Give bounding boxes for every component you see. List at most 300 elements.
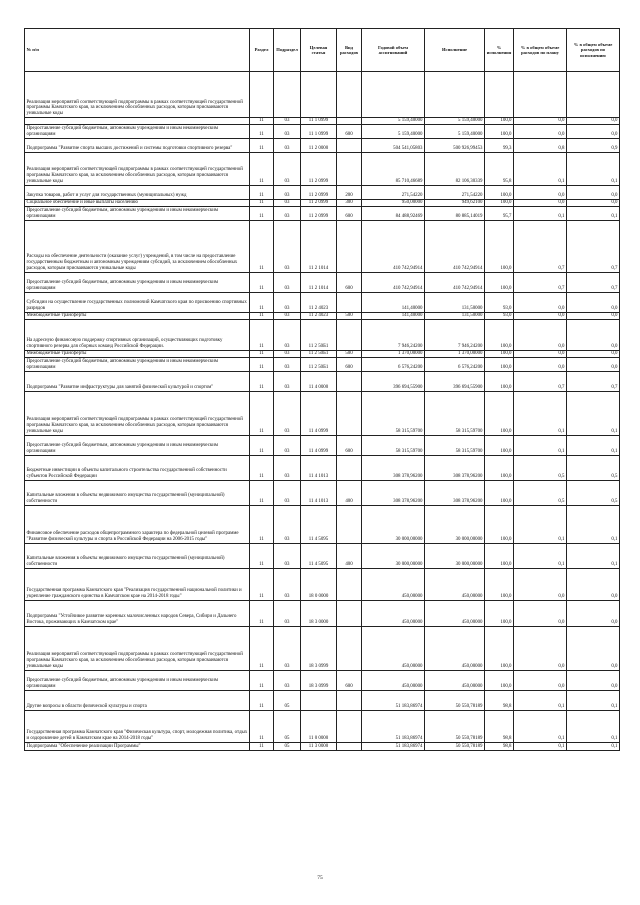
row-share-plan: 0,0 [514, 626, 567, 670]
table-row [25, 710, 620, 742]
row-type [337, 292, 362, 312]
row-pct: 100,0 [485, 455, 514, 480]
row-share-plan: 0,0 [514, 568, 567, 600]
row-name: Капитальные вложения в объекты недвижимого имущества государственной (муниципальной) собственности [25, 480, 250, 505]
row-name: Капитальные вложения в объекты недвижимого имущества государственной (муниципальной) собственности [25, 543, 250, 568]
row-section: 11 [250, 152, 274, 185]
row-pct: 100,0 [485, 435, 514, 455]
row-subsection: 03 [274, 371, 301, 391]
row-pct: 100,0 [485, 626, 514, 670]
row-target: 18 3 0999 [301, 626, 337, 670]
row-target: 11 1 0999 [301, 118, 337, 125]
row-annual: 7 946,24200 [362, 319, 425, 350]
row-section: 11 [250, 357, 274, 371]
row-share-exec [567, 72, 620, 118]
row-target [301, 72, 337, 118]
row-name [25, 118, 250, 125]
row-section: 11 [250, 391, 274, 435]
row-exec: 949,62100 [425, 199, 485, 206]
row-exec: 450,00000 [425, 600, 485, 626]
budget-table-sheet [24, 28, 619, 751]
row-share-exec: 0,0 [567, 118, 620, 125]
row-section: 11 [250, 568, 274, 600]
header-annual: Годовой объем ассигнований [362, 29, 425, 72]
table-row [25, 670, 620, 690]
row-pct: 93,0 [485, 292, 514, 312]
row-share-exec: 0,0 [567, 292, 620, 312]
row-type [337, 152, 362, 185]
row-subsection: 03 [274, 600, 301, 626]
row-target: 11 2 0000 [301, 138, 337, 152]
row-name: Предоставление субсидий бюджетным, автономным учреждениям и иным некоммерческим организациям [25, 272, 250, 292]
row-section: 11 [250, 319, 274, 350]
row-type: 200 [337, 185, 362, 199]
row-share-exec: 0,0 [567, 319, 620, 350]
row-exec: 80 885,14019 [425, 206, 485, 220]
row-share-plan: 0,0 [514, 357, 567, 371]
table-row [25, 543, 620, 568]
row-type [337, 568, 362, 600]
row-share-exec: 0,0 [567, 626, 620, 670]
row-target [301, 690, 337, 710]
row-share-plan: 0,7 [514, 220, 567, 272]
row-target: 11 4 1013 [301, 480, 337, 505]
row-section: 11 [250, 185, 274, 199]
row-section: 11 [250, 312, 274, 319]
row-section: 11 [250, 742, 274, 750]
row-pct: 98,8 [485, 742, 514, 750]
row-share-exec: 0,0 [567, 350, 620, 357]
row-name: Бюджетные инвестиции в объекты капитального строительства государственной собственности субъектов Российской Федерации [25, 455, 250, 480]
row-subsection: 03 [274, 350, 301, 357]
header-share-plan: % в общем объеме расходов по плану [514, 29, 567, 72]
table-row [25, 272, 620, 292]
row-annual: 271,54220 [362, 185, 425, 199]
row-annual: 396 694,55900 [362, 371, 425, 391]
table-row [25, 350, 620, 357]
row-type [337, 626, 362, 670]
row-share-plan: 0,1 [514, 391, 567, 435]
row-subsection: 03 [274, 220, 301, 272]
row-share-plan: 0,1 [514, 505, 567, 543]
row-subsection: 03 [274, 272, 301, 292]
row-share-exec: 0,1 [567, 435, 620, 455]
row-name: Закупка товаров, работ и услуг для государственных (муниципальных) нужд [25, 185, 250, 199]
row-annual: 5 159,40000 [362, 124, 425, 138]
row-share-exec: 0,0 [567, 600, 620, 626]
row-share-exec: 0,0 [567, 568, 620, 600]
row-share-exec: 0,7 [567, 371, 620, 391]
row-share-plan [514, 72, 567, 118]
row-type: 600 [337, 435, 362, 455]
row-pct: 100,0 [485, 199, 514, 206]
table-row [25, 371, 620, 391]
row-name: Реализация мероприятий соответствующей подпрограммы в рамках соответствующей государственной программы Камчатского края, за исключением обособленных расходов, которым присваиваются уникальные коды [25, 391, 250, 435]
row-share-plan: 0,7 [514, 272, 567, 292]
row-section: 11 [250, 626, 274, 670]
row-section: 11 [250, 272, 274, 292]
row-share-plan: 0,1 [514, 152, 567, 185]
row-name: Предоставление субсидий бюджетным, автономным учреждениям и иным некоммерческим организациям [25, 124, 250, 138]
row-name: Реализация мероприятий соответствующей подпрограммы в рамках соответствующей государственной программы Камчатского края, за исключением обособленных расходов, которым присваиваются уникальные коды [25, 626, 250, 670]
row-section: 11 [250, 600, 274, 626]
table-row [25, 600, 620, 626]
row-share-exec: 0,5 [567, 455, 620, 480]
row-pct: 100,0 [485, 220, 514, 272]
row-target: 11 2 1014 [301, 272, 337, 292]
row-type: 600 [337, 206, 362, 220]
row-annual: 950,00000 [362, 199, 425, 206]
row-annual: 1 370,00000 [362, 350, 425, 357]
row-annual: 450,00000 [362, 568, 425, 600]
row-type [337, 118, 362, 125]
row-name: Реализация мероприятий соответствующей подпрограммы в рамках соответствующей государственной программы Камчатского края, за исключением обособленных расходов, которым присваиваются уникальные коды [25, 72, 250, 118]
row-exec: 271,54220 [425, 185, 485, 199]
row-section: 11 [250, 199, 274, 206]
row-name: Подпрограмма "Обеспечение реализации Программы" [25, 742, 250, 750]
row-pct: 100,0 [485, 350, 514, 357]
row-section: 11 [250, 455, 274, 480]
row-name: Предоставление субсидий бюджетным, автономным учреждениям и иным некоммерческим организациям [25, 206, 250, 220]
row-share-exec: 0,0 [567, 199, 620, 206]
row-pct: 100,0 [485, 185, 514, 199]
row-pct: 100,0 [485, 357, 514, 371]
row-target: 11 2 50Б1 [301, 357, 337, 371]
row-target: 11 1 0999 [301, 124, 337, 138]
row-share-plan: 0,5 [514, 455, 567, 480]
row-name: Предоставление субсидий бюджетным, автономным учреждениям и иным некоммерческим организациям [25, 670, 250, 690]
row-annual: 51 183,86974 [362, 742, 425, 750]
row-share-exec: 0,0 [567, 670, 620, 690]
row-section: 11 [250, 543, 274, 568]
row-target: 11 2 0999 [301, 185, 337, 199]
row-type [337, 455, 362, 480]
row-exec: 308 378,96200 [425, 480, 485, 505]
table-row [25, 118, 620, 125]
row-subsection: 03 [274, 138, 301, 152]
row-target: 11 2 4023 [301, 292, 337, 312]
header-share-exec: % в общем объеме расходов по исполнению [567, 29, 620, 72]
row-target: 11 4 5095 [301, 543, 337, 568]
row-annual: 58 315,59700 [362, 391, 425, 435]
row-annual: 30 000,00000 [362, 543, 425, 568]
table-row [25, 480, 620, 505]
row-annual: 410 742,94914 [362, 220, 425, 272]
row-subsection [274, 72, 301, 118]
row-section: 11 [250, 206, 274, 220]
row-annual: 450,00000 [362, 626, 425, 670]
row-annual: 450,00000 [362, 600, 425, 626]
row-exec: 396 694,55900 [425, 371, 485, 391]
page-number: 75 [317, 875, 323, 881]
row-section: 11 [250, 118, 274, 125]
row-exec: 30 000,00000 [425, 505, 485, 543]
row-share-plan: 0,8 [514, 138, 567, 152]
row-name: Подпрограмма "Устойчивое развитие коренных малочисленных народов Севера, Сибири и Дальнего Востока, проживающих в Камчатском крае" [25, 600, 250, 626]
row-pct: 98,8 [485, 690, 514, 710]
row-section: 11 [250, 350, 274, 357]
table-row [25, 312, 620, 319]
row-annual: 308 378,96200 [362, 480, 425, 505]
table-row [25, 220, 620, 272]
row-annual: 51 183,86974 [362, 710, 425, 742]
row-annual: 410 742,94914 [362, 272, 425, 292]
row-section [250, 72, 274, 118]
row-pct: 100,0 [485, 272, 514, 292]
row-share-exec: 0,9 [567, 138, 620, 152]
row-pct: 100,0 [485, 543, 514, 568]
row-share-exec: 0,0 [567, 357, 620, 371]
row-target: 11 4 5095 [301, 505, 337, 543]
row-target: 11 2 4023 [301, 312, 337, 319]
row-target: 11 2 0999 [301, 152, 337, 185]
row-name: Подпрограмма "Развитие инфраструктуры для занятий физической культурой и спортом" [25, 371, 250, 391]
table-body [25, 72, 620, 751]
row-exec: 5 159,40000 [425, 118, 485, 125]
table-row [25, 505, 620, 543]
header-num: № п/п [25, 29, 250, 72]
row-subsection: 03 [274, 124, 301, 138]
row-type [337, 600, 362, 626]
row-target: 11 4 1013 [301, 455, 337, 480]
row-subsection: 03 [274, 292, 301, 312]
row-target: 11 2 0999 [301, 199, 337, 206]
row-subsection: 03 [274, 206, 301, 220]
row-exec: 131,50000 [425, 292, 485, 312]
row-exec: 5 159,40000 [425, 124, 485, 138]
row-type [337, 138, 362, 152]
row-subsection: 03 [274, 319, 301, 350]
row-section: 11 [250, 124, 274, 138]
header-type: Вид расходов [337, 29, 362, 72]
row-exec: 410 742,94914 [425, 272, 485, 292]
row-pct: 100,0 [485, 505, 514, 543]
row-section: 11 [250, 690, 274, 710]
row-share-plan: 0,1 [514, 206, 567, 220]
row-share-exec: 0,0 [567, 312, 620, 319]
row-target: 11 2 50Б1 [301, 350, 337, 357]
row-share-plan: 0,1 [514, 690, 567, 710]
row-share-plan: 0,0 [514, 199, 567, 206]
table-row [25, 185, 620, 199]
table-row [25, 391, 620, 435]
row-annual: 450,00000 [362, 670, 425, 690]
row-type: 600 [337, 124, 362, 138]
table-row [25, 138, 620, 152]
row-section: 11 [250, 435, 274, 455]
row-share-exec: 0,5 [567, 480, 620, 505]
table-row [25, 626, 620, 670]
row-target: 18 3 0000 [301, 600, 337, 626]
row-share-plan: 0,0 [514, 600, 567, 626]
table-row [25, 568, 620, 600]
row-target: 11 2 0999 [301, 206, 337, 220]
table-row [25, 199, 620, 206]
row-annual: 504 541,05803 [362, 138, 425, 152]
row-type: 600 [337, 670, 362, 690]
row-target: 11 3 0000 [301, 742, 337, 750]
row-annual: 308 378,96200 [362, 455, 425, 480]
row-subsection: 03 [274, 455, 301, 480]
row-pct: 100,0 [485, 118, 514, 125]
row-type [337, 710, 362, 742]
row-share-exec: 0,1 [567, 742, 620, 750]
row-share-plan: 0,0 [514, 350, 567, 357]
table-row [25, 357, 620, 371]
row-annual: 141,40000 [362, 312, 425, 319]
row-share-plan: 0,1 [514, 435, 567, 455]
row-share-exec: 0,1 [567, 505, 620, 543]
row-share-plan: 0,7 [514, 371, 567, 391]
row-share-exec: 0,0 [567, 124, 620, 138]
row-name: На адресную финансовую поддержку спортивных организаций, осуществляющих подготовку спортивного резерва для сборных команд Российской Федерации. [25, 319, 250, 350]
table-row [25, 742, 620, 750]
row-type [337, 391, 362, 435]
row-subsection: 03 [274, 626, 301, 670]
header-subsection: Подраздел [274, 29, 301, 72]
row-pct: 98,8 [485, 710, 514, 742]
table-row [25, 72, 620, 118]
header-pct: % исполнения [485, 29, 514, 72]
row-subsection: 03 [274, 543, 301, 568]
row-name: Другие вопросы в области физической культуры и спорта [25, 690, 250, 710]
table-header-row [25, 29, 620, 72]
row-section: 11 [250, 670, 274, 690]
table-row [25, 455, 620, 480]
row-share-exec: 0,7 [567, 220, 620, 272]
row-type: 500 [337, 350, 362, 357]
row-share-exec: 0,0 [567, 185, 620, 199]
row-share-plan: 0,0 [514, 319, 567, 350]
row-annual: 30 000,00000 [362, 505, 425, 543]
row-target: 11 2 1014 [301, 220, 337, 272]
row-name: Государственная программа Камчатского края "Физическая культура, спорт, молодежная политика, отдых и оздоровление детей в Камчатском крае на 2014-2018 годы" [25, 710, 250, 742]
row-annual [362, 72, 425, 118]
row-subsection: 03 [274, 185, 301, 199]
row-pct [485, 72, 514, 118]
row-name: Реализация мероприятий соответствующей подпрограммы в рамках соответствующей государственной программы Камчатского края, за исключением обособленных расходов, которым присваиваются уникальные коды [25, 152, 250, 185]
row-exec: 58 315,59700 [425, 435, 485, 455]
row-target: 11 4 0999 [301, 391, 337, 435]
row-share-plan: 0,0 [514, 124, 567, 138]
row-name: Субсидии на осуществление государственных полномочий Камчатского края по присвоению спортивных разрядов [25, 292, 250, 312]
row-subsection: 03 [274, 568, 301, 600]
row-subsection: 03 [274, 357, 301, 371]
table-row [25, 292, 620, 312]
row-exec: 50 550,78189 [425, 742, 485, 750]
row-target: 11 4 0000 [301, 371, 337, 391]
row-share-exec: 0,1 [567, 391, 620, 435]
row-pct: 100,0 [485, 670, 514, 690]
row-section: 11 [250, 220, 274, 272]
row-exec: 1 370,00000 [425, 350, 485, 357]
row-exec [425, 72, 485, 118]
row-share-plan: 0,0 [514, 292, 567, 312]
row-type: 600 [337, 272, 362, 292]
row-pct: 93,0 [485, 312, 514, 319]
row-exec: 450,00000 [425, 670, 485, 690]
row-name: Межбюджетные трансферты [25, 312, 250, 319]
row-pct: 100,0 [485, 391, 514, 435]
row-share-plan: 0,0 [514, 185, 567, 199]
row-type [337, 319, 362, 350]
row-name: Государственная программа Камчатского края "Реализация государственной национальной политики и укрепление гражданского единства в Камчатском крае на 2014-2018 годы" [25, 568, 250, 600]
row-type: 400 [337, 480, 362, 505]
row-pct: 95,8 [485, 152, 514, 185]
row-share-plan: 0,1 [514, 710, 567, 742]
row-name: Финансовое обеспечение расходов общепрограммного характера по федеральной целевой программе "Развитие физической культуры и спорта в Российской Федерации на 2006-2015 годы" [25, 505, 250, 543]
row-share-exec: 0,1 [567, 206, 620, 220]
row-exec: 82 106,30339 [425, 152, 485, 185]
row-annual: 85 710,46689 [362, 152, 425, 185]
row-share-plan: 0,1 [514, 543, 567, 568]
row-pct: 100,0 [485, 600, 514, 626]
row-type [337, 220, 362, 272]
row-exec: 58 315,59700 [425, 391, 485, 435]
row-name: Межбюджетные трансферты [25, 350, 250, 357]
row-exec: 450,00000 [425, 568, 485, 600]
row-subsection: 03 [274, 505, 301, 543]
row-target: 18 0 0000 [301, 568, 337, 600]
row-target: 11 4 0999 [301, 435, 337, 455]
row-pct: 100,0 [485, 319, 514, 350]
header-exec: Исполнение [425, 29, 485, 72]
row-share-exec: 0,1 [567, 543, 620, 568]
row-target: 11 0 0000 [301, 710, 337, 742]
row-target: 11 2 50Б1 [301, 319, 337, 350]
row-annual: 5 159,40000 [362, 118, 425, 125]
row-pct: 100,0 [485, 124, 514, 138]
row-exec: 131,50000 [425, 312, 485, 319]
row-share-plan: 0,5 [514, 480, 567, 505]
row-annual: 6 576,24200 [362, 357, 425, 371]
row-section: 11 [250, 505, 274, 543]
row-type: 500 [337, 312, 362, 319]
row-annual: 58 315,59700 [362, 435, 425, 455]
row-share-exec: 0,1 [567, 690, 620, 710]
row-pct: 100,0 [485, 568, 514, 600]
row-annual: 141,40000 [362, 292, 425, 312]
row-exec: 7 946,24200 [425, 319, 485, 350]
row-exec: 450,00000 [425, 626, 485, 670]
row-section: 11 [250, 371, 274, 391]
row-share-plan: 0,0 [514, 312, 567, 319]
row-subsection: 03 [274, 312, 301, 319]
row-type [337, 72, 362, 118]
row-annual: 51 183,86974 [362, 690, 425, 710]
row-pct: 100,0 [485, 371, 514, 391]
row-subsection: 03 [274, 670, 301, 690]
row-name: Расходы на обеспечение деятельности (оказание услуг) учреждений, в том числе на предоставление государственным бюджетным и автономным учреждениям субсидий, за исключением обособленных расходов, которым присваиваются уникальные коды [25, 220, 250, 272]
row-annual: 84 488,92469 [362, 206, 425, 220]
row-share-exec: 0,1 [567, 152, 620, 185]
row-subsection: 03 [274, 118, 301, 125]
table-row [25, 319, 620, 350]
row-section: 11 [250, 292, 274, 312]
row-subsection: 03 [274, 435, 301, 455]
row-exec: 500 926,99453 [425, 138, 485, 152]
row-type [337, 505, 362, 543]
row-name: Подпрограмма "Развитие спорта высших достижений и системы подготовки спортивного резерва" [25, 138, 250, 152]
row-section: 11 [250, 710, 274, 742]
header-section: Раздел [250, 29, 274, 72]
row-section: 11 [250, 480, 274, 505]
row-pct: 99,3 [485, 138, 514, 152]
row-subsection: 03 [274, 391, 301, 435]
row-subsection: 05 [274, 742, 301, 750]
row-pct: 95,7 [485, 206, 514, 220]
row-subsection: 05 [274, 710, 301, 742]
